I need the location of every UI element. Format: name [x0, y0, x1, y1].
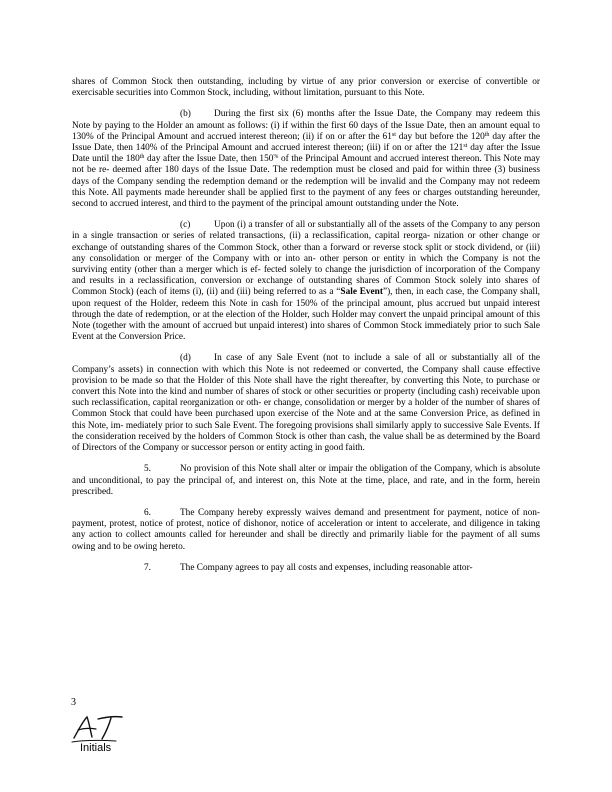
section-6: 6. The Company hereby expressly waives demand and presentment for payment, notice of non-payment, protest, notice of protest, notice of dishonor, notice of acceleration or intent to accelerate, and diligence in taking any action to collect amounts called for hereunder and shall be directly and primarily liable for the payment of all sums owing and to be owing hereto. — [72, 507, 540, 552]
initials-label: Initials — [80, 742, 112, 754]
page-number: 3 — [71, 697, 76, 708]
section-6-number: 6. — [144, 507, 151, 518]
section-7: 7. The Company agrees to pay all costs and expenses, including reasonable attor- — [144, 562, 473, 573]
defined-term-sale-event: Sale Event — [340, 287, 383, 298]
paragraph-d-label: (d) — [180, 353, 191, 364]
paragraph-continuation: shares of Common Stock then outstanding, including by virtue of any prior conversion or exercise of convertible or exercisable securities into Common Stock, including, without limitation, pursuant to this Note. — [72, 77, 540, 99]
handwritten-initials-signature — [70, 712, 130, 744]
section-7-number: 7. — [144, 562, 151, 573]
paragraph-b-label: (b) — [180, 109, 191, 120]
section-5-number: 5. — [144, 464, 151, 475]
paragraph-b: (b) During the first six (6) months after the Issue Date, the Company may redeem this Note by paying to the Holder an amount as follows: (i) if within the first 60 days of the Issue Date, then an amount equal to 130% of the Principal Amount and accrued interest thereon; (ii) if on or after the 61st day but before the 120th day after the Issue Date, then 140% of the Principal Amount and accrued interest thereon; (iii) if on or after the 121st day after the Issue Date until the 180th day after the Issue Date, then 150% of the Principal Amount and accrued interest thereon. This Note may not be re- deemed after 180 days of the Issue Date. The redemption must be closed and paid for within three (3) business days of the Company sending the redemption demand or the redemption will be invalid and the Company may not redeem this Note. All payments made hereunder shall be applied first to the payment of any fees or charges outstanding hereunder, second to accrued interest, and third to the payment of the principal amount outstanding under the Note. — [72, 109, 540, 210]
document-body — [72, 77, 540, 574]
paragraph-d: (d) In case of any Sale Event (not to include a sale of all or substantially all of the Company’s assets) in connection with which this Note is not redeemed or converted, the Company shall cause effective provision to be made so that the Holder of this Note shall have the right thereafter, by converting this Note, to purchase or convert this Note into the kind and number of shares of stock or other securities or property (including cash) receivable upon such reclassification, capital reorganization or oth- er change, consolidation or merger by a holder of the number of shares of Common Stock that could have been purchased upon exercise of the Note and at the same Conversion Price, as defined in this Note, im- mediately prior to such Sale Event. The foregoing provisions shall similarly apply to successive Sale Events. If the consideration received by the holders of Common Stock is other than cash, the value shall be as determined by the Board of Directors of the Company or successor person or entity acting in good faith. — [72, 353, 540, 454]
paragraph-c: (c) Upon (i) a transfer of all or substantially all of the assets of the Company to any person in a single transaction or series of related transactions, (ii) a reclassification, capital reorga- nization or other change or exchange of outstanding shares of the Common Stock, other than a forward or reverse stock split or stock dividend, or (iii) any consolidation or merger of the Company with or into an- other person or entity in which the Company is not the surviving entity (other than a merger which is ef- fected solely to change the jurisdiction of incorporation of the Company and results in a reclassification, conversion or exchange of outstanding shares of Common Stock solely into shares of Common Stock) (each of items (i), (ii) and (iii) being referred to as a “Sale Event”), then, in each case, the Company shall, upon request of the Holder, redeem this Note in cash for 150% of the principal amount, plus accrued but unpaid interest through the date of redemption, or at the election of the Holder, such Holder may convert the unpaid principal amount of this Note (together with the amount of accrued but unpaid interest) into shares of Common Stock immediately prior to such Sale Event at the Conversion Price. — [72, 220, 540, 343]
section-5: 5. No provision of this Note shall alter or impair the obligation of the Company, which is absolute and unconditional, to pay the principal of, and interest on, this Note at the time, place, and rate, and in the form, herein prescribed. — [72, 464, 540, 497]
paragraph-c-label: (c) — [180, 220, 191, 231]
